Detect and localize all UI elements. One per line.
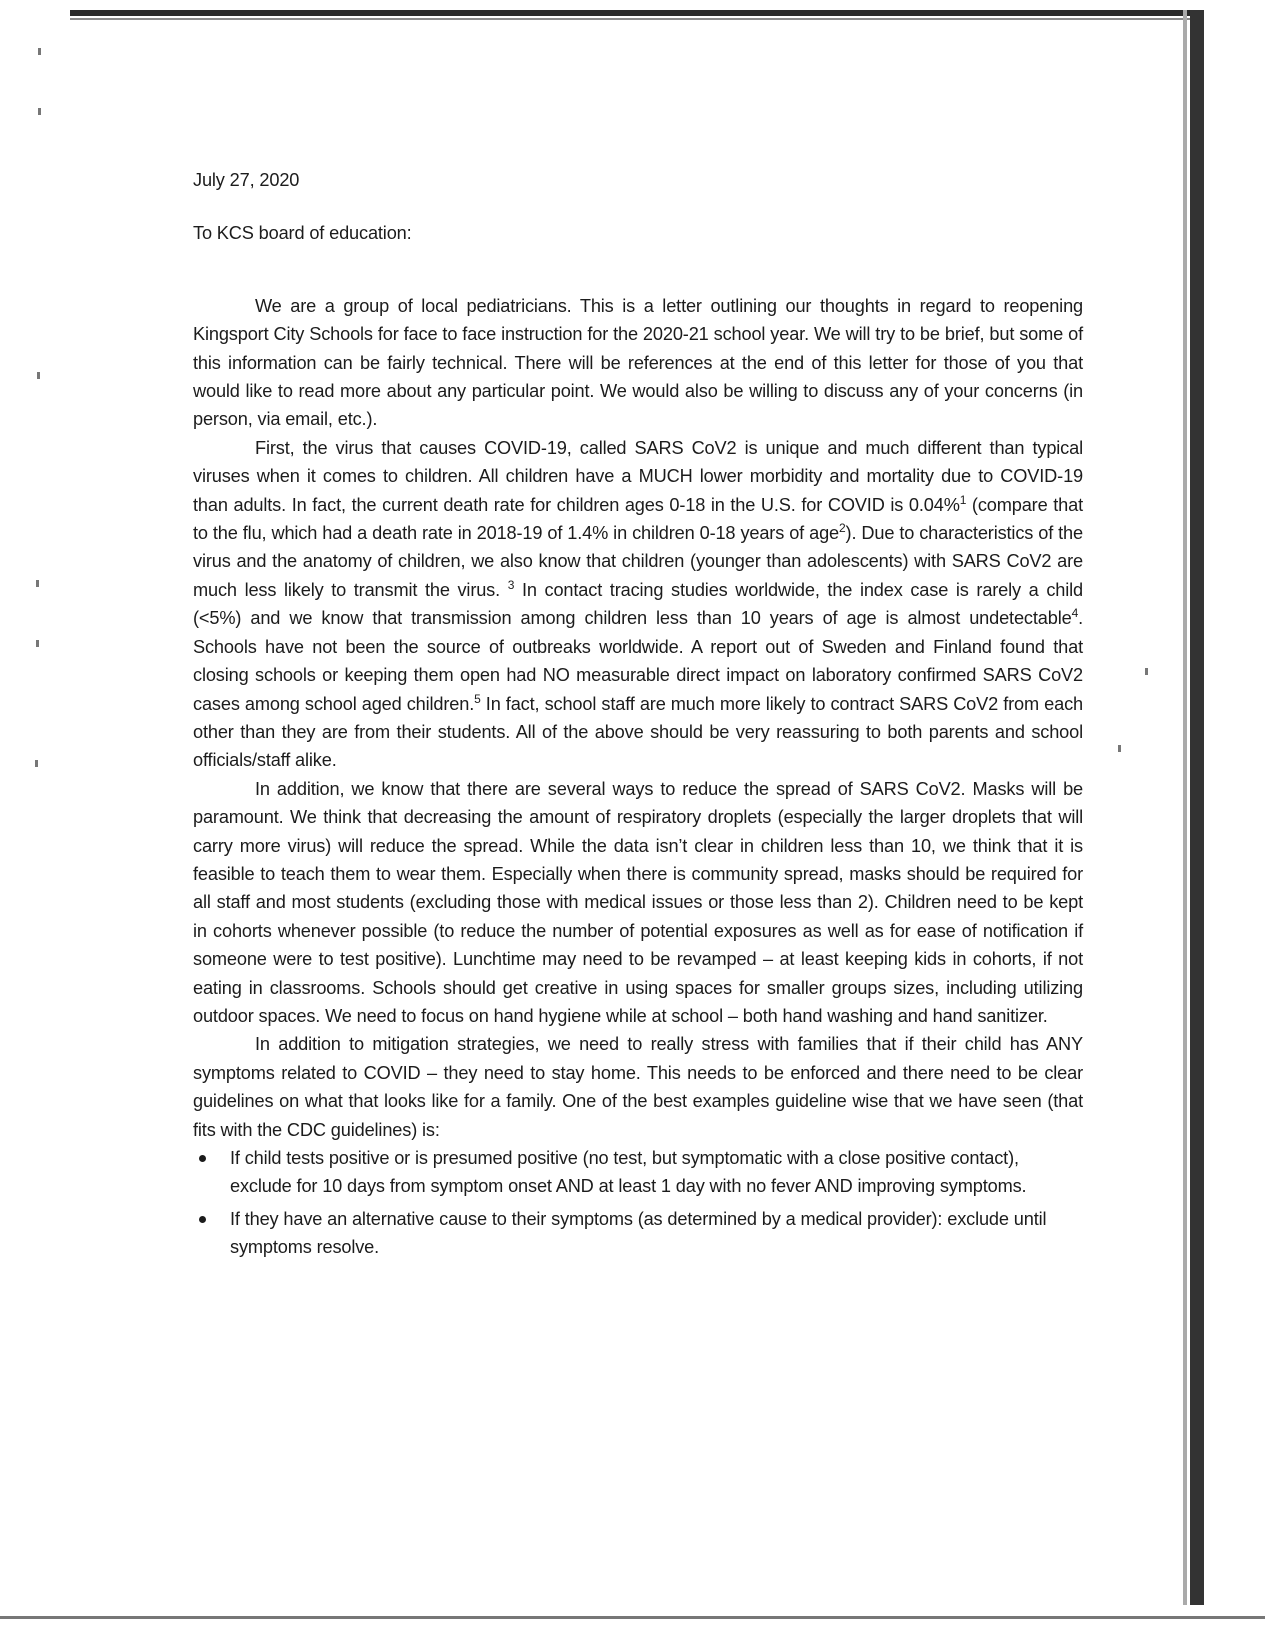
paragraph-intro: We are a group of local pediatricians. This is a letter outlining our thoughts in regard to reopening Kingsport City Schools for face to face instruction for the 2020-21 school year. We will try to be brief, but some of this information can be fairly technical. There will be references at the end of this letter for those of you that would like to read more about any particular point. We would also be willing to discuss any of your concerns (in person, via email, etc.). [193, 295, 1083, 430]
scan-speck [37, 372, 40, 379]
scan-speck [1145, 668, 1148, 675]
paragraph-virus-and-children [193, 434, 1083, 775]
paragraph-text: . Schools have not been the source of outbreaks worldwide. A report out of Sweden and Finland found that closing schools or keeping them open had NO measurable direct impact on laboratory confirmed SARS CoV2 cases among school aged children. [193, 608, 1083, 714]
scan-border-right-shadow [1183, 10, 1187, 1605]
bullet-icon [199, 1155, 206, 1162]
letter-body [193, 166, 1083, 1266]
scan-border-top [70, 10, 1198, 16]
bullet-icon [199, 1216, 206, 1223]
scan-speck [36, 640, 39, 647]
paragraph-text: ). Due to characteristics of the virus and the anatomy of children, we also know that children (younger than adolescents) with SARS CoV2 are much less likely to transmit the virus. [193, 523, 1083, 600]
footnote-ref: 5 [474, 691, 481, 706]
letter-salutation: To KCS board of education: [193, 223, 412, 244]
paragraph-mitigation: In addition, we know that there are several ways to reduce the spread of SARS CoV2. Masks will be paramount. We think that decreasing the amount of respiratory droplets (especially the larger droplets that will carry more virus) will reduce the spread. While the data isn’t clear in children less than 10, we think that it is feasible to teach them to wear them. Especially when there is community spread, masks should be required for all staff and most students (excluding those with medical issues or those less than 2). Children need to be kept in cohorts whenever possible (to reduce the number of potential exposures as well as for ease of notification if someone were to test positive). Lunchtime may need to be revamped – at least keeping kids in cohorts, if not eating in classrooms. Schools should get creative in using spaces for smaller groups sizes, including utilizing outdoor spaces. We need to focus on hand hygiene while at school – both hand washing and hand sanitizer. [193, 778, 1083, 1026]
footnote-ref: 4 [1071, 606, 1079, 621]
list-item-text: If child tests positive or is presumed positive (no test, but symptomatic with a close positive contact), exclude for 10 days from symptom onset AND at least 1 day with no fever AND improving symptoms. [230, 1148, 1027, 1197]
paragraph-text: First, the virus that causes COVID-19, called SARS CoV2 is unique and much different than typical viruses when it comes to children. All children have a MUCH lower morbidity and mortality due to COVID-19 than adults. In fact, the current death rate for children ages 0-18 in the U.S. for COVID is 0.04% [193, 437, 1083, 515]
scan-border-bottom [0, 1616, 1265, 1619]
footnote-ref: 3 [507, 577, 515, 592]
paragraph-text: (compare that to the flu, which had a death rate in 2018-19 of 1.4% in children 0-18 years of age [193, 494, 1083, 544]
paragraph-text: In fact, school staff are much more likely to contract SARS CoV2 from each other than they are from their students. All of the above should be very reassuring to both parents and school officials/staff alike. [193, 693, 1083, 771]
scan-speck [38, 108, 41, 115]
list-item [230, 1205, 1083, 1262]
scan-speck [38, 48, 41, 55]
scan-border-right [1190, 10, 1204, 1605]
letter-date: July 27, 2020 [193, 170, 300, 190]
scan-speck [36, 580, 39, 587]
footnote-ref: 2 [839, 521, 846, 535]
paragraph-symptoms: In addition to mitigation strategies, we need to really stress with families that if their child has ANY symptoms related to COVID – they need to stay home. This needs to be enforced and there need to be clear guidelines on what that looks like for a family. One of the best examples guideline wise that we have seen (that fits with the CDC guidelines) is: [193, 1034, 1083, 1140]
footnote-ref: 1 [959, 492, 967, 507]
list-item [230, 1144, 1083, 1201]
paragraph-text: In contact tracing studies worldwide, the index case is rarely a child (<5%) and we know that transmission among children less than 10 years of age is almost undetectable [193, 579, 1083, 629]
exclusion-guidelines-list [193, 1144, 1083, 1262]
list-item-text: If they have an alternative cause to their symptoms (as determined by a medical provider): exclude until symptoms resolve. [230, 1208, 1047, 1258]
scan-speck [35, 760, 38, 767]
scan-speck [1118, 745, 1121, 752]
scan-border-top-line [70, 18, 1198, 20]
